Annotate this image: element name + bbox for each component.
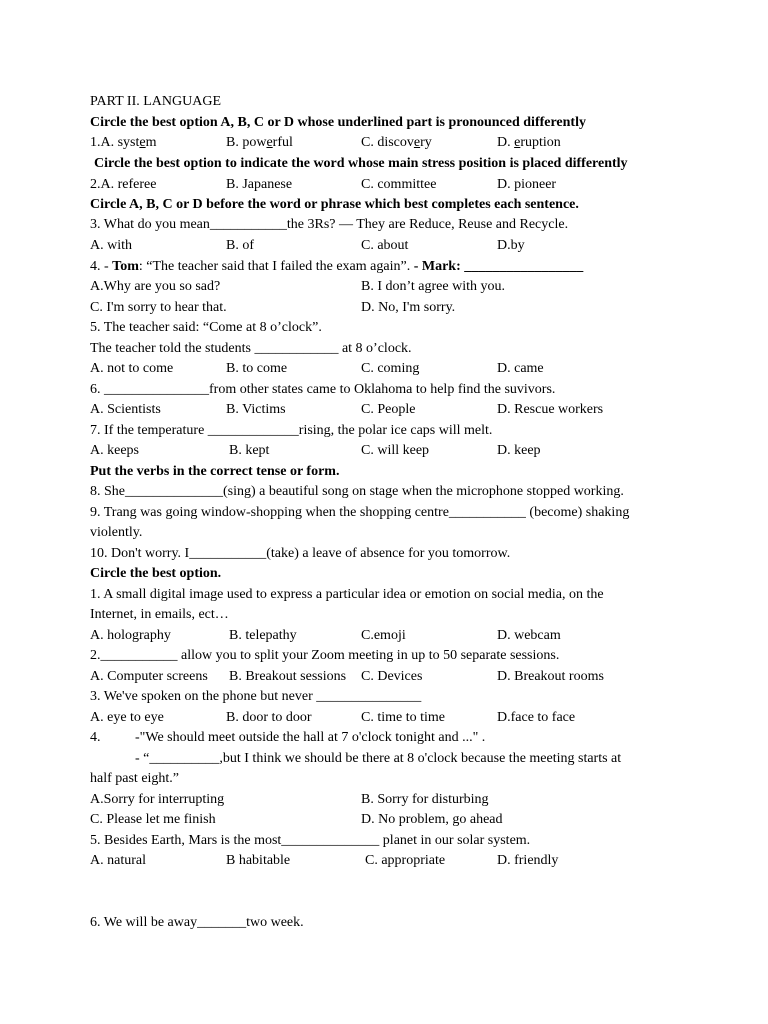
option-c[interactable]: C. I'm sorry to hear that.: [90, 300, 227, 315]
option-c[interactable]: C. People: [361, 402, 416, 417]
option-a[interactable]: A. holography: [90, 628, 171, 643]
option-b[interactable]: B. telepathy: [229, 628, 297, 643]
q3-text: 3. What do you mean___________the 3Rs? — They are Reduce, Reuse and Recycle.: [90, 217, 569, 232]
option-a[interactable]: A.Why are you so sad?: [90, 279, 221, 294]
part-title: PART II. LANGUAGE: [90, 94, 221, 109]
s5-q1-text-continued: Internet, in emails, ect…: [90, 607, 229, 622]
option-c[interactable]: C. about: [361, 238, 409, 253]
option-a[interactable]: 2.A. referee: [90, 177, 157, 192]
option-a[interactable]: A. not to come: [90, 361, 174, 376]
option-b[interactable]: B. Victims: [226, 402, 286, 417]
option-d[interactable]: D. No problem, go ahead: [361, 812, 503, 827]
s5-q1-text: 1. A small digital image used to express a particular idea or emotion on social media, on the: [90, 587, 604, 602]
option-a[interactable]: A.Sorry for interrupting: [90, 792, 225, 807]
option-d[interactable]: D.face to face: [497, 710, 576, 725]
q5-text: 5. The teacher said: “Come at 8 o’clock”.: [90, 320, 322, 335]
option-c[interactable]: C.emoji: [361, 628, 406, 643]
option-a[interactable]: A. natural: [90, 853, 146, 868]
option-c[interactable]: C. discovery: [361, 135, 432, 150]
option-c[interactable]: C. committee: [361, 177, 437, 192]
completion-instruction: Circle A, B, C or D before the word or phrase which best completes each sentence.: [90, 197, 579, 212]
option-d[interactable]: D. friendly: [497, 853, 559, 868]
option-b[interactable]: B habitable: [226, 853, 291, 868]
option-a[interactable]: 1.A. system: [90, 135, 157, 150]
option-a[interactable]: A. keeps: [90, 443, 139, 458]
s5-q5-text: 5. Besides Earth, Mars is the most______________ planet in our solar system.: [90, 833, 531, 848]
option-a[interactable]: A. Computer screens: [90, 669, 208, 684]
option-c[interactable]: C. Devices: [361, 669, 423, 684]
option-b[interactable]: B. I don’t agree with you.: [361, 279, 505, 294]
option-d[interactable]: D. eruption: [497, 135, 561, 150]
option-d[interactable]: D. keep: [497, 443, 541, 458]
option-c[interactable]: C. coming: [361, 361, 420, 376]
q6-text: 6. _______________from other states came to Oklahoma to help find the suvivors.: [90, 382, 556, 397]
stress-instruction: Circle the best option to indicate the word whose main stress position is placed differently: [94, 156, 628, 171]
option-d[interactable]: D. pioneer: [497, 177, 557, 192]
option-d[interactable]: D. came: [497, 361, 544, 376]
q8-text: 8. She______________(sing) a beautiful song on stage when the microphone stopped working.: [90, 484, 624, 499]
option-a[interactable]: A. Scientists: [90, 402, 161, 417]
option-c[interactable]: C. time to time: [361, 710, 445, 725]
option-d[interactable]: D. Rescue workers: [497, 402, 604, 417]
dialogue-line: - “__________,but I think we should be there at 8 o'clock because the meeting starts at: [135, 751, 622, 766]
option-c[interactable]: C. appropriate: [365, 853, 446, 868]
pronunciation-instruction: Circle the best option A, B, C or D whose underlined part is pronounced differently: [90, 115, 586, 130]
s5-q6-text: 6. We will be away_______two week.: [90, 915, 304, 930]
option-b[interactable]: B. to come: [226, 361, 288, 376]
dialogue-line: -"We should meet outside the hall at 7 o'clock tonight and ..." .: [135, 730, 486, 745]
option-b[interactable]: B. Breakout sessions: [229, 669, 347, 684]
best-option-instruction: Circle the best option.: [90, 566, 222, 581]
option-b[interactable]: B. Sorry for disturbing: [361, 792, 489, 807]
option-d[interactable]: D. No, I'm sorry.: [361, 300, 456, 315]
q5-text-reported: The teacher told the students ____________ at 8 o’clock.: [90, 341, 412, 356]
question-number: 4.: [90, 730, 101, 745]
s5-q4-line3: half past eight.”: [90, 771, 180, 786]
option-b[interactable]: B. door to door: [226, 710, 312, 725]
verb-tense-instruction: Put the verbs in the correct tense or form.: [90, 464, 340, 479]
option-c[interactable]: C. will keep: [361, 443, 430, 458]
s5-q3-text: 3. We've spoken on the phone but never _______________: [90, 689, 422, 704]
option-b[interactable]: B. of: [226, 238, 254, 253]
option-a[interactable]: A. eye to eye: [90, 710, 164, 725]
q4-text: 4. - Tom: “The teacher said that I failed the exam again”. - Mark: _________________: [90, 259, 584, 274]
s5-q2-text: 2.___________ allow you to split your Zoom meeting in up to 50 separate sessions.: [90, 648, 560, 663]
option-a[interactable]: A. with: [90, 238, 132, 253]
option-d[interactable]: D.by: [497, 238, 525, 253]
option-b[interactable]: B. Japanese: [226, 177, 293, 192]
option-d[interactable]: D. Breakout rooms: [497, 669, 604, 684]
option-c[interactable]: C. Please let me finish: [90, 812, 216, 827]
q10-text: 10. Don't worry. I___________(take) a leave of absence for you tomorrow.: [90, 546, 511, 561]
option-b[interactable]: B. powerful: [226, 135, 293, 150]
q7-text: 7. If the temperature _____________rising, the polar ice caps will melt.: [90, 423, 493, 438]
q9-text: 9. Trang was going window-shopping when the shopping centre___________ (become) shaking: [90, 505, 630, 520]
option-d[interactable]: D. webcam: [497, 628, 561, 643]
q9-text-continued: violently.: [90, 525, 143, 540]
option-b[interactable]: B. kept: [229, 443, 270, 458]
